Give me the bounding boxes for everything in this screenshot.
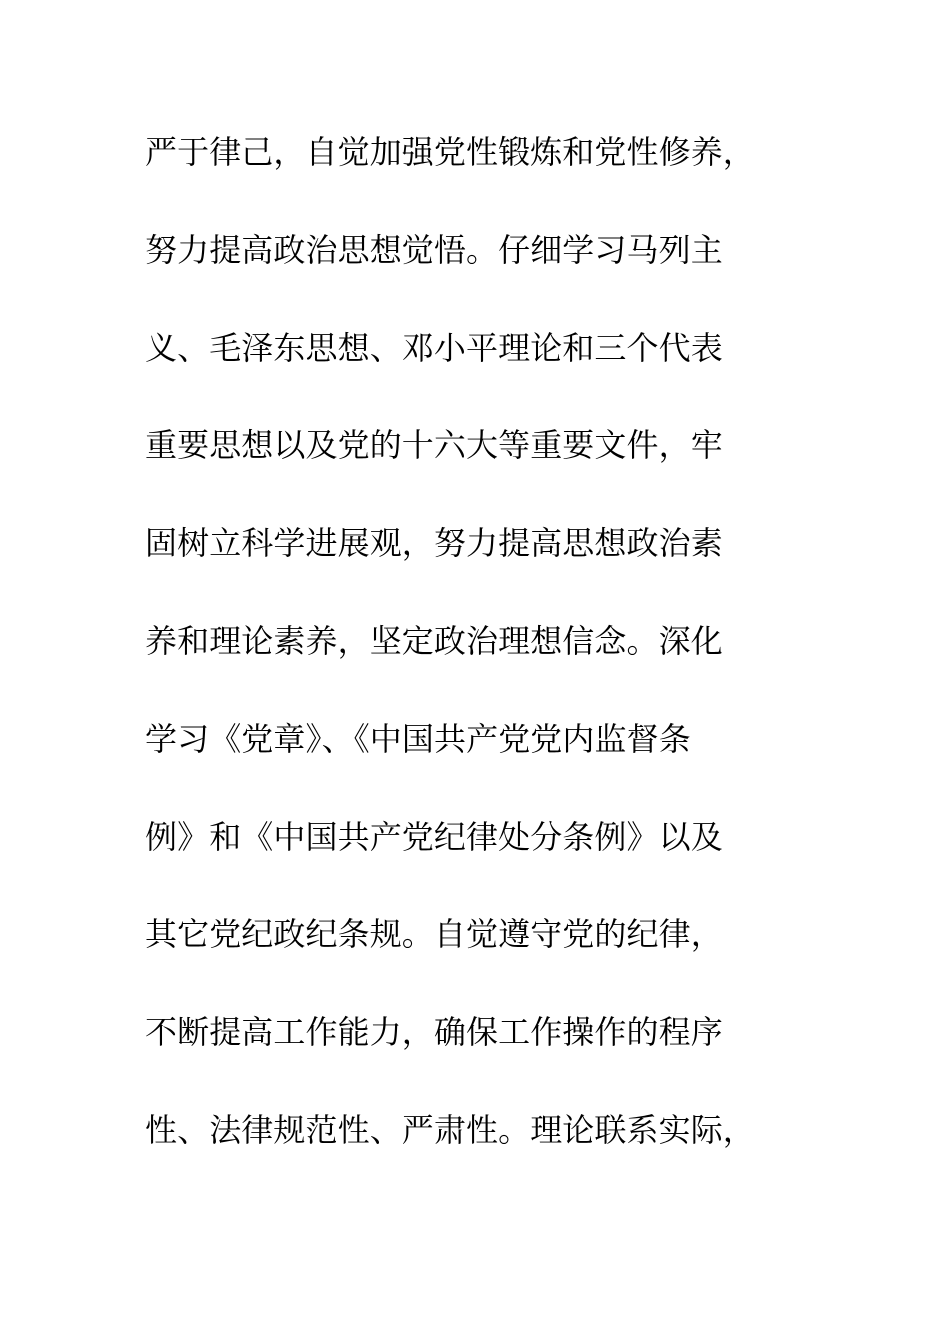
body-paragraph xyxy=(145,122,805,1198)
text-line: 努力提高政治思想觉悟。仔细学习马列主 xyxy=(145,230,723,269)
text-line: 重要思想以及党的十六大等重要文件，牢 xyxy=(145,426,723,465)
text-line: 性、法律规范性、严肃性。理论联系实际， xyxy=(145,1110,755,1149)
text-line: 例》和《中国共产党纪律处分条例》以及 xyxy=(145,817,723,856)
text-line: 不断提高工作能力，确保工作操作的程序 xyxy=(145,1013,723,1052)
text-line: 养和理论素养，坚定政治理想信念。深化 xyxy=(145,621,723,660)
text-line: 固树立科学进展观，努力提高思想政治素 xyxy=(145,524,723,563)
text-line: 其它党纪政纪条规。自觉遵守党的纪律， xyxy=(145,915,723,954)
text-line: 义、毛泽东思想、邓小平理论和三个代表 xyxy=(145,328,723,367)
text-line: 严于律己，自觉加强党性锻炼和党性修养， xyxy=(145,133,755,171)
text-line: 学习《党章》、《中国共产党党内监督条 xyxy=(145,719,691,758)
